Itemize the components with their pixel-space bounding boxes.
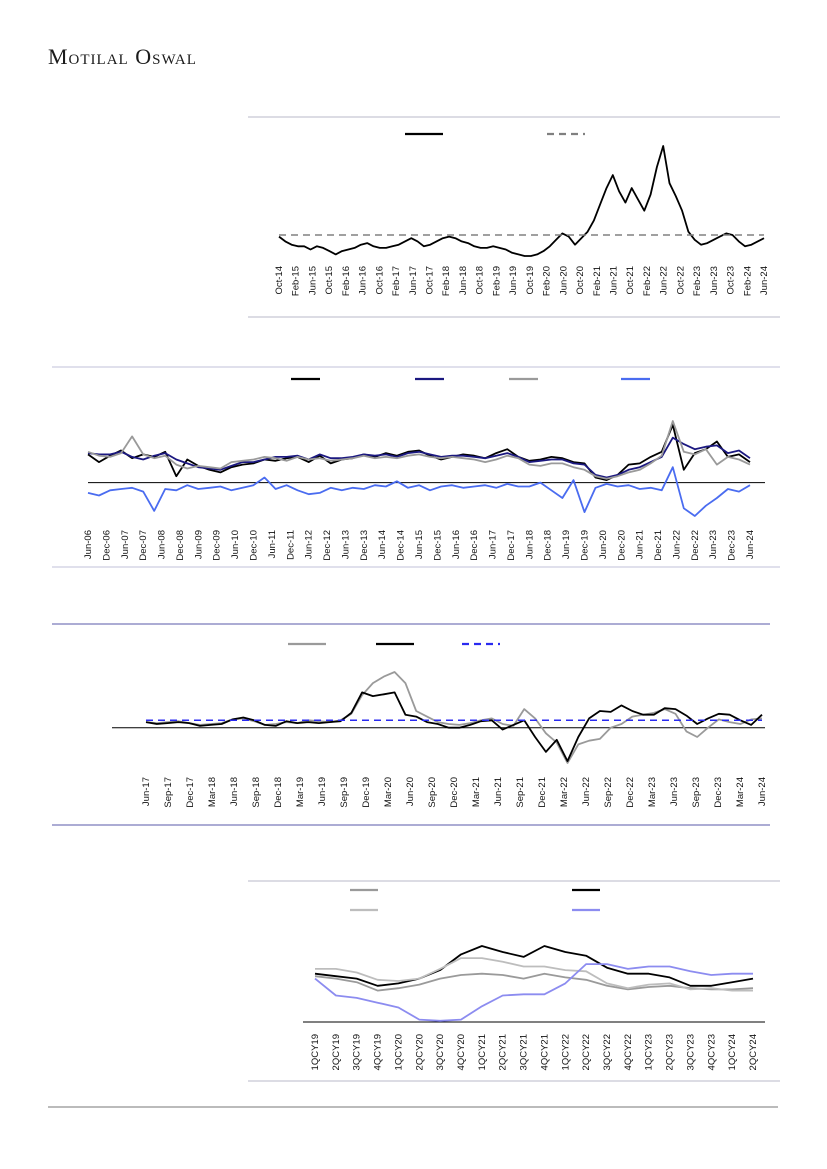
chart-3-x-tick-label: Dec-21: [537, 777, 548, 808]
chart-2-x-tick-label: Dec-20: [616, 530, 628, 561]
chart-3-x-tick-label: Dec-23: [713, 777, 724, 808]
chart-1-x-tick-label: Jun-19: [508, 266, 520, 296]
chart-2-x-tick-label: Jun-12: [303, 530, 315, 560]
chart-2-x-tick-label: Dec-08: [174, 530, 186, 561]
chart-1-x-tick-label: Oct-23: [725, 266, 737, 295]
chart-2-x-tick-label: Jun-23: [708, 530, 720, 560]
chart-2-x-tick-label: Dec-22: [689, 530, 701, 561]
chart-3-x-tick-label: Jun-19: [317, 777, 328, 807]
chart-3-x-tick-label: Sep-22: [603, 777, 614, 808]
chart-4-x-tick-label: 3QCY21: [518, 1034, 530, 1071]
chart-1-x-tick-label: Oct-20: [575, 266, 587, 295]
chart-4-x-tick-label: 2QCY21: [497, 1034, 509, 1071]
chart-1-x-tick-label: Oct-14: [274, 266, 285, 295]
chart-2-x-tick-label: Jun-17: [487, 530, 499, 560]
chart-1-x-tick-label: Jun-22: [658, 266, 670, 296]
chart-3-x-tick-label: Mar-19: [295, 777, 306, 808]
chart-2-x-tick-label: Jun-20: [597, 530, 609, 560]
chart-2-x-tick-label: Dec-21: [653, 530, 665, 561]
brand-logo: Motilal Oswal: [48, 44, 197, 69]
chart-2-x-tick-label: Dec-16: [469, 530, 481, 561]
chart-2-x-tick-label: Dec-17: [505, 530, 517, 561]
chart-2-x-tick-label: Jun-21: [634, 530, 646, 560]
chart-3-x-tick-label: Dec-22: [625, 777, 636, 808]
chart-4-x-tick-label: 4QCY20: [456, 1034, 467, 1071]
chart-1-x-tick-label: Feb-15: [290, 266, 302, 297]
chart-1-x-tick-label: Feb-22: [641, 266, 653, 297]
chart-3-x-tick-label: Mar-20: [383, 777, 394, 808]
chart-3-x-tick-label: Jun-17: [141, 777, 152, 807]
chart-1-x-tick-label: Jun-21: [608, 266, 620, 296]
chart-4-x-tick-label: 3QCY20: [435, 1034, 447, 1071]
chart-2-x-tick-label: Dec-11: [285, 530, 297, 560]
chart-3-x-tick-label: Mar-23: [647, 777, 658, 808]
chart-2-x-tick-label: Jun-15: [414, 530, 425, 560]
chart-1-x-tick-label: Jun-16: [357, 266, 369, 296]
chart-3-x-tick-label: Jun-23: [669, 777, 680, 807]
chart-4-x-tick-label: 2QCY22: [581, 1034, 593, 1071]
chart-1-x-tick-label: Feb-18: [441, 266, 453, 297]
chart-4-x-tick-label: 3QCY19: [351, 1034, 363, 1071]
chart-3-x-tick-label: Sep-17: [163, 777, 174, 808]
chart-3-x-tick-label: Mar-22: [559, 777, 570, 808]
chart-3-x-tick-label: Jun-24: [757, 777, 768, 807]
chart-4-x-tick-label: 4QCY21: [539, 1034, 551, 1071]
chart-4-series-4-line: [315, 964, 753, 1021]
chart-4-x-tick-label: 1QCY21: [476, 1034, 488, 1071]
chart-2-x-tick-label: Jun-06: [83, 530, 94, 560]
chart-4-x-tick-label: 4QCY22: [622, 1034, 634, 1071]
chart-2-x-tick-label: Jun-13: [340, 530, 352, 560]
chart-2-x-tick-label: Dec-09: [211, 530, 223, 561]
chart-3-x-tick-label: Sep-20: [427, 777, 438, 808]
chart-2-x-tick-label: Jun-11: [266, 530, 278, 559]
chart-4-x-tick-label: 1QCY22: [560, 1034, 572, 1071]
chart-1-x-tick-label: Jun-15: [307, 266, 319, 296]
chart-2-x-tick-label: Jun-14: [377, 530, 389, 560]
chart-3-x-tick-label: Sep-23: [691, 777, 702, 808]
chart-2-x-tick-label: Dec-13: [358, 530, 370, 561]
chart-1-series-1-line: [279, 146, 764, 256]
chart-3-x-tick-label: Dec-19: [361, 777, 372, 808]
chart-3-x-tick-label: Jun-20: [405, 777, 416, 807]
chart-4-x-tick-label: 1QCY23: [643, 1034, 655, 1071]
chart-1-x-tick-label: Feb-16: [340, 266, 352, 297]
chart-2-x-tick-label: Dec-15: [432, 530, 444, 561]
chart-1-x-tick-label: Feb-17: [391, 266, 403, 297]
chart-3-series-2-line: [146, 692, 762, 761]
chart-2-x-tick-label: Dec-19: [579, 530, 591, 561]
chart-3-x-tick-label: Jun-21: [493, 777, 504, 807]
chart-1-x-tick-label: Oct-22: [675, 266, 687, 295]
chart-4-x-tick-label: 4QCY19: [372, 1034, 384, 1071]
chart-1-x-tick-label: Jun-24: [759, 266, 770, 296]
chart-3-x-tick-label: Sep-19: [339, 777, 350, 808]
chart-1-x-tick-label: Oct-17: [424, 266, 436, 295]
chart-2-x-tick-label: Dec-18: [542, 530, 554, 561]
chart-2-x-tick-label: Jun-18: [524, 530, 536, 560]
chart-2-x-tick-label: Dec-10: [248, 530, 260, 561]
chart-2-x-tick-label: Jun-19: [561, 530, 573, 560]
chart-3-x-tick-label: Jun-18: [229, 777, 240, 807]
chart-3-x-tick-label: Sep-21: [515, 777, 526, 808]
chart-1-x-tick-label: Feb-20: [541, 266, 553, 297]
chart-2-x-tick-label: Jun-07: [119, 530, 131, 560]
chart-4-x-tick-label: 3QCY23: [685, 1034, 697, 1071]
chart-3-x-tick-label: Dec-17: [185, 777, 196, 808]
chart-2-x-tick-label: Dec-12: [322, 530, 334, 561]
chart-4-x-tick-label: 2QCY19: [330, 1034, 342, 1071]
chart-2-x-tick-label: Dec-14: [395, 530, 407, 561]
chart-3-x-tick-label: Dec-18: [273, 777, 284, 808]
chart-1-x-tick-label: Feb-19: [491, 266, 503, 297]
chart-1-x-tick-label: Jun-23: [708, 266, 720, 296]
chart-2-x-tick-label: Jun-24: [745, 530, 756, 560]
chart-1-x-tick-label: Feb-21: [591, 266, 603, 297]
chart-2-x-tick-label: Jun-10: [230, 530, 242, 560]
chart-1-x-tick-label: Feb-24: [742, 266, 754, 297]
chart-1-x-tick-label: Oct-19: [524, 266, 536, 295]
chart-4-x-tick-label: 4QCY23: [706, 1034, 718, 1071]
chart-4-x-tick-label: 3QCY22: [602, 1034, 613, 1071]
chart-4-x-tick-label: 2QCY20: [414, 1034, 426, 1071]
chart-3-x-tick-label: Mar-21: [471, 777, 482, 808]
chart-3-x-tick-label: Sep-18: [251, 777, 262, 808]
chart-4-x-tick-label: 2QCY24: [748, 1034, 759, 1071]
chart-2-x-tick-label: Dec-23: [726, 530, 738, 561]
chart-2-x-tick-label: Dec-06: [101, 530, 113, 561]
chart-1-x-tick-label: Feb-23: [692, 266, 704, 297]
chart-3-x-tick-label: Mar-18: [207, 777, 218, 808]
chart-1-x-tick-label: Oct-18: [474, 266, 486, 295]
chart-1-x-tick-label: Oct-21: [625, 266, 637, 295]
chart-1-x-tick-label: Oct-16: [374, 266, 386, 295]
chart-4-x-tick-label: 1QCY19: [310, 1034, 321, 1071]
chart-2-series-4-line: [88, 467, 750, 516]
chart-3-x-tick-label: Dec-20: [449, 777, 460, 808]
chart-4-x-tick-label: 1QCY20: [393, 1034, 405, 1071]
chart-2-x-tick-label: Jun-09: [193, 530, 205, 560]
chart-2-x-tick-label: Dec-07: [138, 530, 150, 561]
chart-2-x-tick-label: Jun-16: [450, 530, 462, 560]
chart-1-x-tick-label: Jun-17: [407, 266, 419, 296]
chart-1-x-tick-label: Jun-20: [558, 266, 570, 296]
chart-4-x-tick-label: 2QCY23: [664, 1034, 676, 1071]
chart-4-x-tick-label: 1QCY24: [727, 1034, 739, 1071]
chart-1-x-tick-label: Jun-18: [457, 266, 469, 296]
chart-3-x-tick-label: Mar-24: [735, 777, 746, 808]
chart-1-x-tick-label: Oct-15: [324, 266, 336, 295]
chart-3-x-tick-label: Jun-22: [581, 777, 592, 807]
chart-2-x-tick-label: Jun-22: [671, 530, 683, 560]
chart-2-x-tick-label: Jun-08: [156, 530, 168, 560]
